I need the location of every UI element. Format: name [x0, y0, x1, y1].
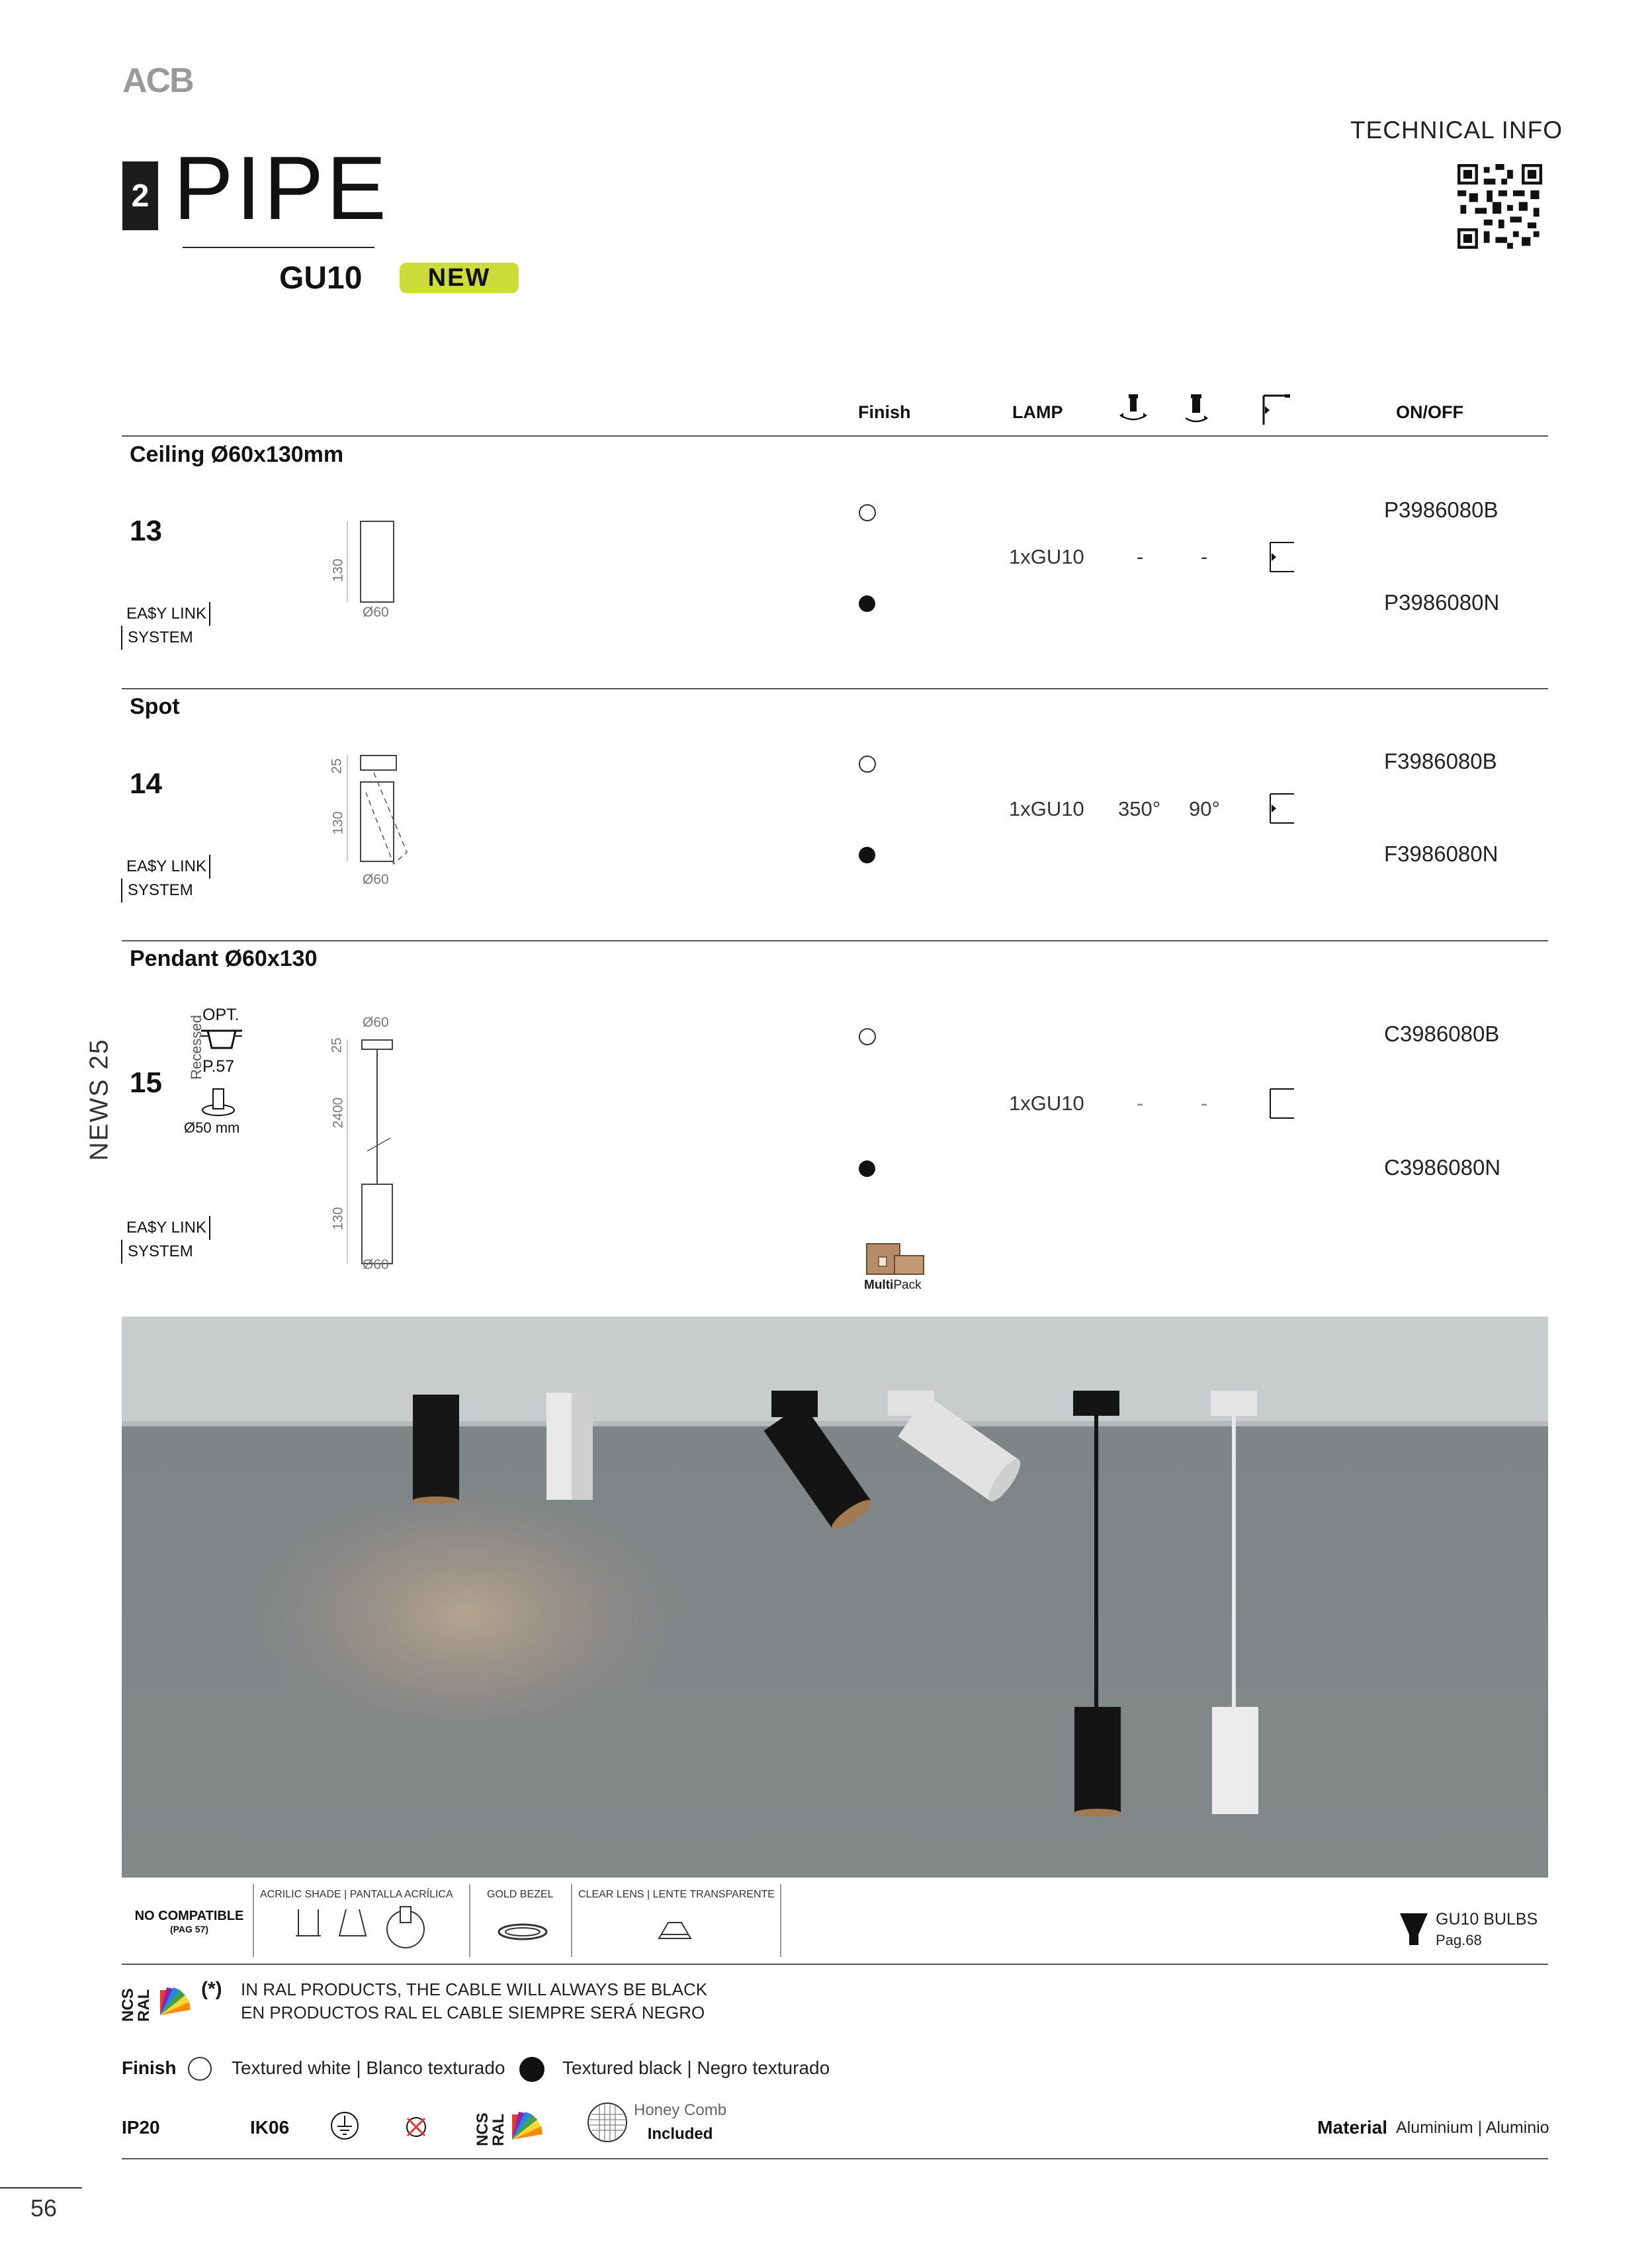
pendant-dimension-drawing: [327, 1019, 407, 1270]
clear-lens-icon: [655, 1919, 695, 1945]
ground-icon: [329, 2110, 360, 2141]
dim-height: 130: [330, 811, 346, 835]
gold-bezel-icon: [496, 1922, 549, 1942]
divider: [780, 1884, 781, 1957]
easy-link-system-logo: EA$Y LINK SYSTEM: [121, 602, 210, 650]
recessed-opt: OPT.: [202, 1006, 239, 1024]
finish-white-swatch: [859, 1028, 876, 1045]
tilt-value: -: [1201, 1092, 1208, 1115]
news-side-label: NEWS 25: [85, 1038, 114, 1161]
gu10-bulbs-label: GU10 BULBS Pag.68: [1436, 1910, 1538, 1948]
rotation-value: -: [1137, 1092, 1144, 1115]
finish-black-swatch: [859, 595, 875, 612]
page-number-rule: [0, 2187, 82, 2189]
qr-code-icon[interactable]: [1457, 164, 1542, 249]
color-fan-icon: [509, 2105, 546, 2142]
honeycomb-label: Honey Comb Included: [634, 2101, 727, 2143]
table-rule: [122, 1964, 1548, 1965]
title-underline: [183, 247, 374, 248]
switch-type-icon: [1261, 394, 1291, 426]
gu10-bulb-icon: [1399, 1912, 1429, 1948]
ik-rating: IK06: [250, 2117, 290, 2138]
tilt-icon: [1183, 393, 1209, 427]
table-rule: [122, 688, 1548, 689]
recessed-kit-icon: [198, 1027, 245, 1053]
dim-canopy: Ø60: [363, 1015, 389, 1030]
table-rule: [122, 2158, 1548, 2159]
divider: [469, 1884, 470, 1957]
technical-info-label: TECHNICAL INFO: [1350, 116, 1563, 144]
dim-height: 130: [330, 558, 346, 582]
not-covered-icon: [401, 2110, 431, 2141]
lamp-column-header: LAMP: [1012, 402, 1063, 422]
ral-note-mark: (*): [201, 1978, 222, 2000]
item-number-15: 15: [130, 1066, 162, 1099]
multipack-label: MultiPack: [864, 1278, 922, 1292]
product-code: F3986080N: [1384, 842, 1499, 866]
product-code: P3986080N: [1384, 590, 1500, 615]
no-compatible-label: NO COMPATIBLE (PAG 57): [134, 1909, 244, 1934]
product-code: P3986080B: [1384, 498, 1499, 522]
tilt-value: -: [1201, 545, 1208, 568]
finish-black-swatch: [859, 847, 875, 863]
page-number: 56: [30, 2194, 58, 2222]
dim-top: 25: [329, 758, 345, 774]
finish-white-swatch: [859, 756, 876, 773]
acrylic-shade-label: ACRILIC SHADE | PANTALLA ACRÍLICA: [260, 1889, 453, 1900]
brand-logo: ACB: [122, 62, 193, 100]
dim-cable: 2400: [330, 1097, 346, 1129]
lamp-value: 1xGU10: [1009, 797, 1084, 820]
color-fan-icon: [157, 1981, 195, 2018]
clear-lens-label: CLEAR LENS | LENTE TRANSPARENTE: [578, 1889, 775, 1900]
finish-white-swatch: [859, 504, 876, 521]
section-title-spot: Spot: [130, 694, 180, 719]
material-value: Aluminium | Aluminio: [1396, 2118, 1549, 2137]
ip-rating: IP20: [122, 2117, 160, 2138]
dim-diameter: Ø60: [363, 1257, 389, 1272]
cut-out-value: Ø50 mm: [184, 1119, 240, 1136]
ncs-ral-label: NCS RAL: [474, 2112, 507, 2146]
acrylic-shade-icon: [294, 1905, 427, 1952]
product-title: PIPE: [173, 138, 389, 238]
easy-link-system-logo: EA$Y LINK SYSTEM: [121, 1216, 210, 1264]
cut-out-icon: [198, 1085, 238, 1118]
tilt-value: 90°: [1189, 797, 1220, 820]
table-rule: [122, 435, 1548, 437]
material-label: Material: [1317, 2117, 1387, 2138]
honeycomb-icon: [586, 2101, 629, 2144]
divider: [571, 1884, 572, 1957]
ncs-ral-label: NCS RAL: [119, 1988, 153, 2022]
gold-bezel-label: GOLD BEZEL: [487, 1889, 554, 1900]
finish-black-label: Textured black | Negro texturado: [562, 2058, 830, 2078]
socket-type: GU10: [279, 261, 363, 296]
recessed-label: Recessed: [187, 1015, 204, 1080]
product-code: F3986080B: [1384, 749, 1497, 773]
rotation-value: -: [1137, 545, 1144, 568]
finish-black-swatch: [859, 1160, 875, 1177]
section-title-ceiling: Ceiling Ø60x130mm: [130, 442, 344, 467]
new-badge: NEW: [400, 263, 519, 293]
switch-type-icon: [1268, 793, 1298, 824]
switch-type-icon: [1268, 1088, 1298, 1119]
rotation-icon: [1117, 393, 1150, 427]
on-off-column-header: ON/OFF: [1396, 402, 1463, 422]
product-code: C3986080N: [1384, 1155, 1501, 1180]
finish-column-header: Finish: [858, 402, 911, 422]
finish-white-label: Textured white | Blanco texturado: [232, 2058, 505, 2078]
rotation-value: 350°: [1118, 797, 1161, 820]
recessed-page: P.57: [202, 1057, 235, 1076]
switch-type-icon: [1268, 541, 1298, 573]
dim-top: 25: [329, 1037, 345, 1053]
section-number-badge: 2: [122, 161, 158, 230]
dim-diameter: Ø60: [363, 872, 389, 887]
product-code: C3986080B: [1384, 1021, 1500, 1046]
lamp-value: 1xGU10: [1009, 545, 1084, 568]
easy-link-system-logo: EA$Y LINK SYSTEM: [121, 855, 210, 902]
table-rule: [122, 940, 1548, 941]
ral-note: IN RAL PRODUCTS, THE CABLE WILL ALWAYS BE BLACK EN PRODUCTOS RAL EL CABLE SIEMPRE SERÁ NEGRO: [241, 1979, 708, 2022]
multipack-icon: [864, 1241, 930, 1281]
lamp-value: 1xGU10: [1009, 1092, 1084, 1115]
section-title-pendant: Pendant Ø60x130: [130, 946, 318, 971]
dim-height: 130: [330, 1207, 346, 1231]
divider: [253, 1884, 254, 1957]
item-number-13: 13: [130, 515, 162, 547]
item-number-14: 14: [130, 767, 162, 800]
dim-diameter: Ø60: [363, 605, 389, 620]
product-photo: [122, 1317, 1548, 1878]
finish-white-swatch: [188, 2057, 212, 2081]
finish-label: Finish: [122, 2058, 177, 2078]
finish-black-swatch: [519, 2057, 544, 2082]
